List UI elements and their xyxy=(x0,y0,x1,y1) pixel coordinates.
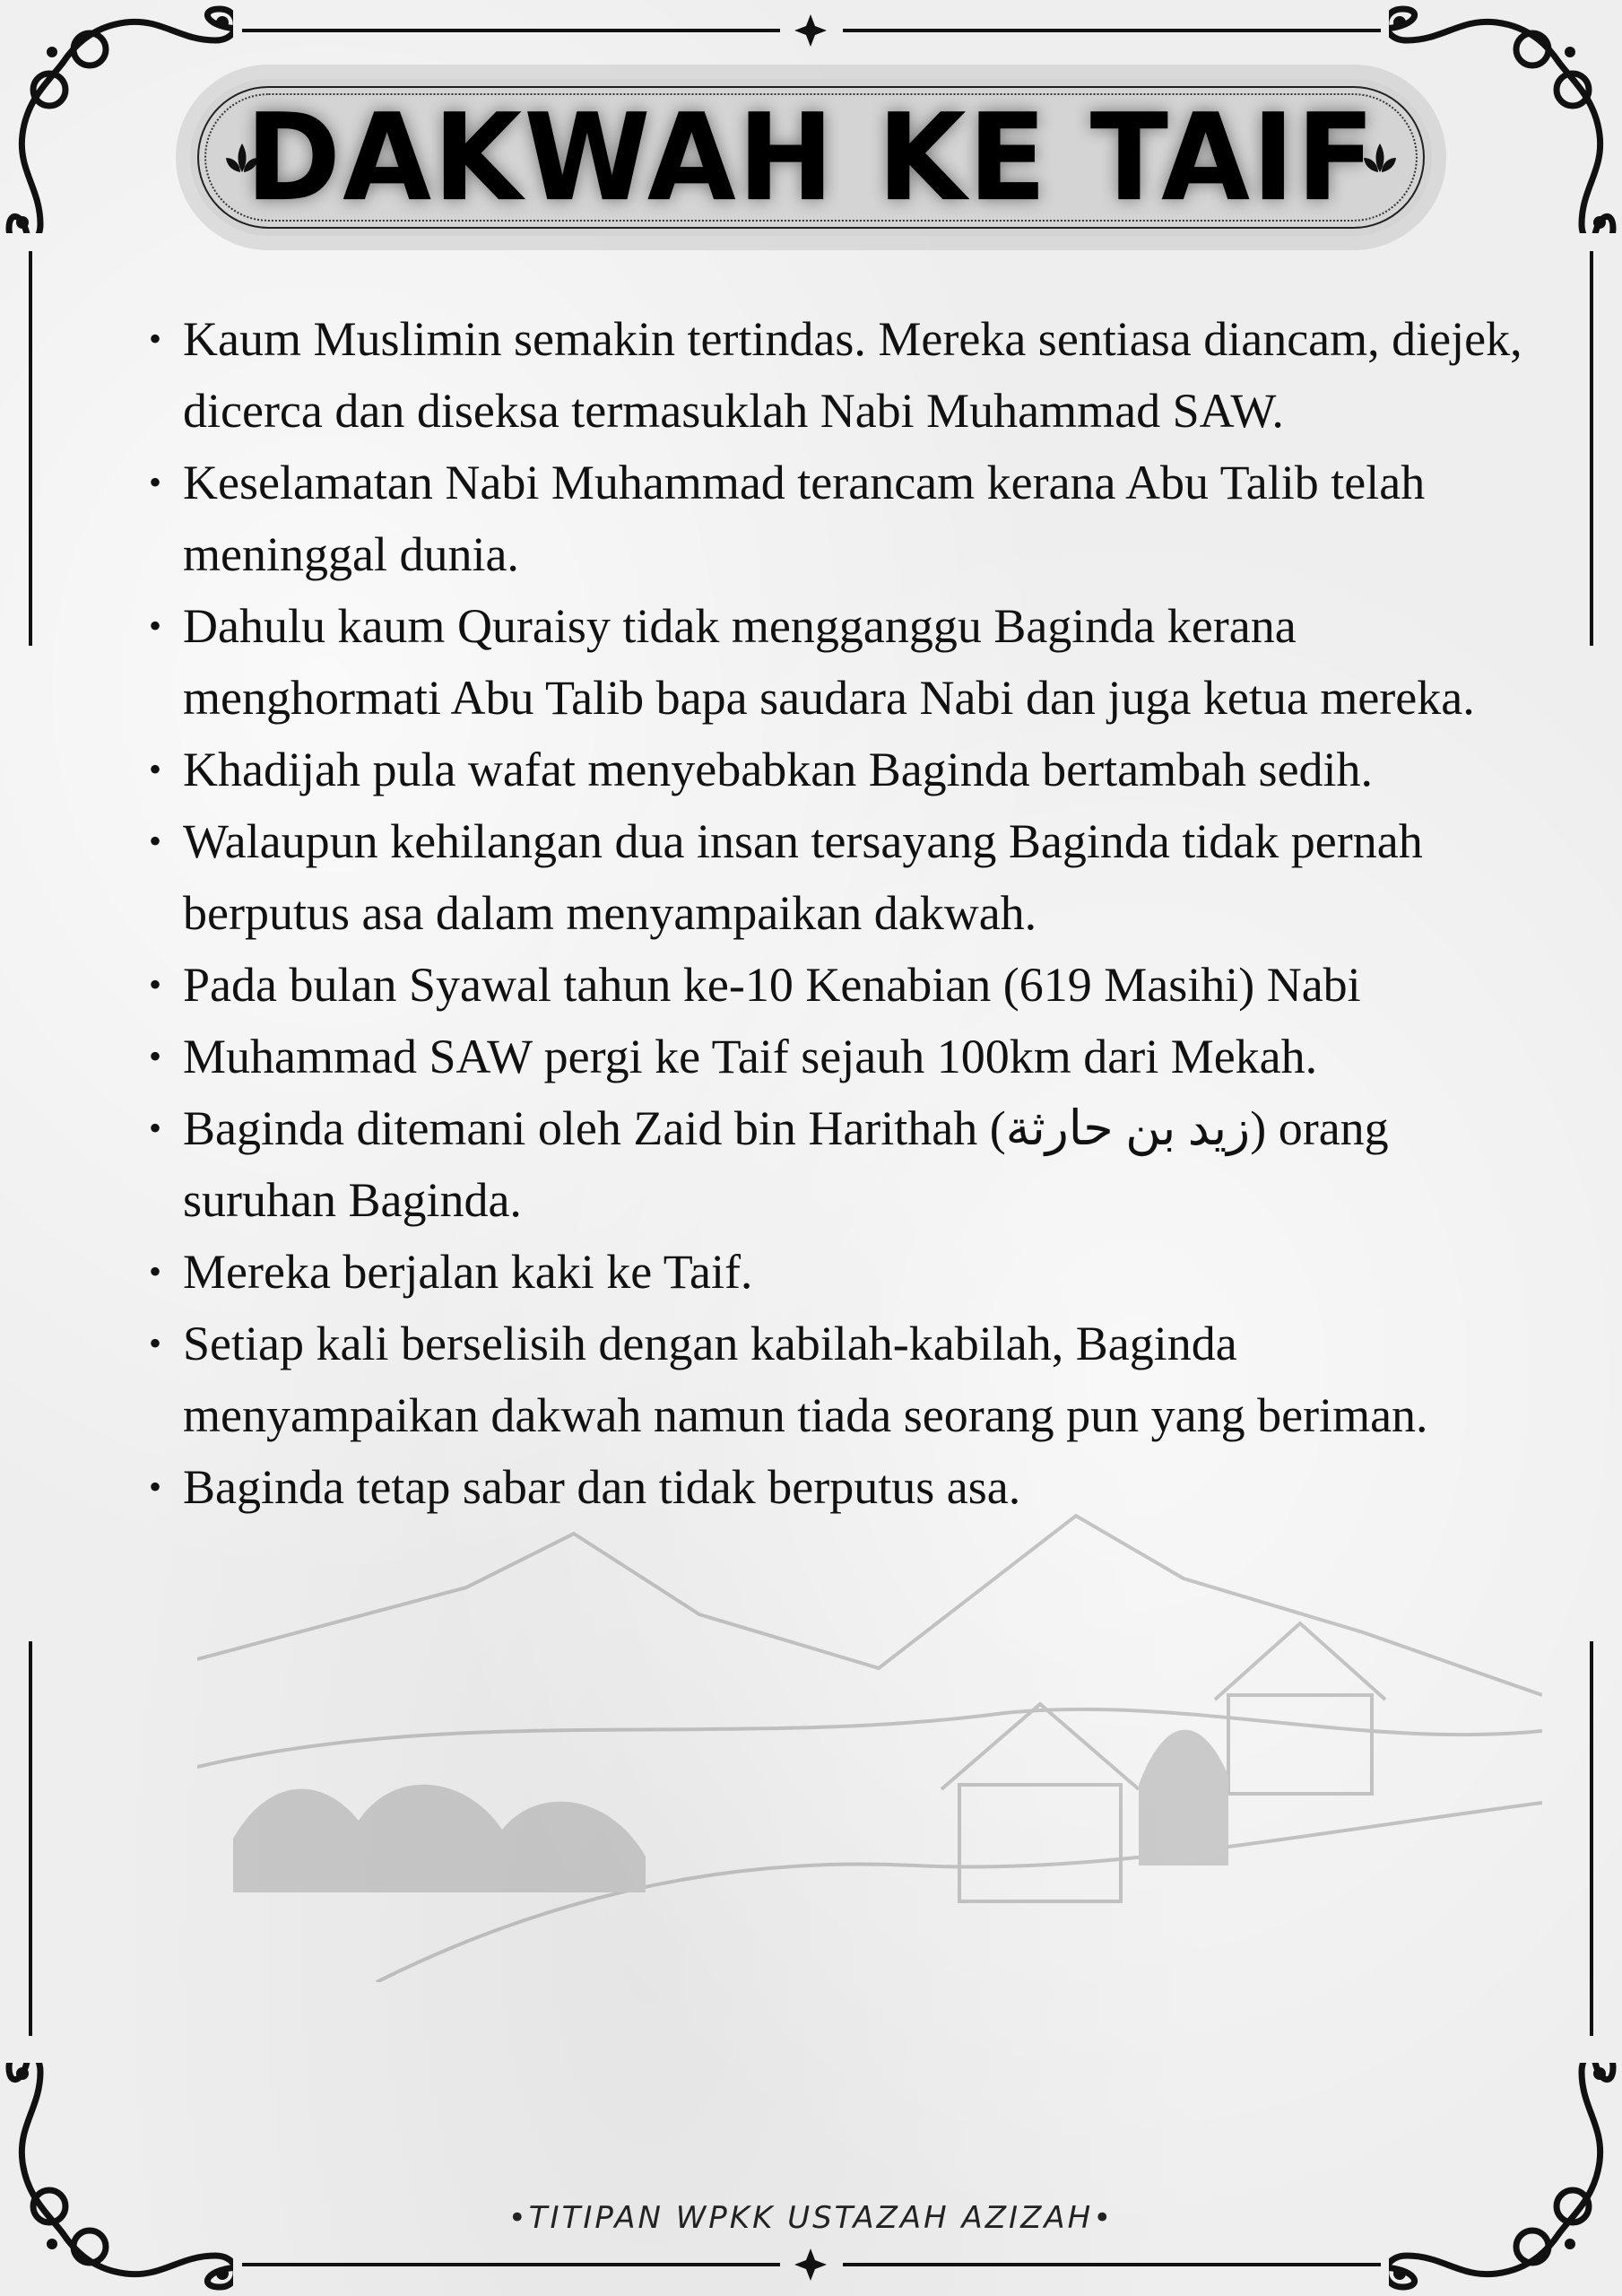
list-item: • Pada bulan Syawal tahun ke-10 Kenabian (619 Masihi) Nabi xyxy=(183,949,1542,1021)
corner-flourish-icon xyxy=(1389,2063,1622,2296)
list-item: • Baginda ditemani oleh Zaid bin Harithah (زيد بن حارثة) orang suruhan Baginda. xyxy=(183,1092,1542,1236)
frame-right-line-bottom xyxy=(1590,1641,1593,2036)
bullet-list xyxy=(143,303,1542,1523)
frame-left-line-top xyxy=(29,251,32,646)
page-title: DAKWAH KE TAIF xyxy=(245,88,1377,229)
frame-top-line-left xyxy=(242,29,780,32)
list-item: • Khadijah pula wafat menyebabkan Baginda bertambah sedih. xyxy=(183,734,1542,805)
cross-ornament-icon xyxy=(793,2247,828,2283)
cross-ornament-icon xyxy=(793,13,828,48)
bullet-list-container xyxy=(143,303,1542,1523)
list-item: • Setiap kali berselisih dengan kabilah-kabilah, Baginda menyampaikan dakwah namun tiada seorang pun yang beriman. xyxy=(183,1308,1542,1451)
frame-left-line-bottom xyxy=(29,1641,32,2036)
list-item: • Muhammad SAW pergi ke Taif sejauh 100km dari Mekah. xyxy=(183,1021,1542,1092)
frame-bottom-line-right xyxy=(843,2263,1381,2266)
title-banner xyxy=(190,79,1432,236)
corner-flourish-icon xyxy=(0,2063,233,2296)
landscape-illustration xyxy=(197,1480,1542,1982)
list-item: • Keselamatan Nabi Muhammad terancam kerana Abu Talib telah meninggal dunia. xyxy=(183,447,1542,590)
frame-top-line-right xyxy=(843,29,1381,32)
frame-bottom-line-left xyxy=(242,2263,780,2266)
list-item: • Dahulu kaum Quraisy tidak mengganggu Baginda kerana menghormati Abu Talib bapa saudara Nabi dan juga ketua mereka. xyxy=(183,590,1542,734)
footer-credit: •TITIPAN WPKK USTAZAH AZIZAH• xyxy=(507,2200,1115,2236)
list-item: • Mereka berjalan kaki ke Taif. xyxy=(183,1236,1542,1308)
list-item: • Walaupun kehilangan dua insan tersayang Baginda tidak pernah berputus asa dalam menyampaikan dakwah. xyxy=(183,805,1542,949)
frame-right-line-top xyxy=(1590,251,1593,646)
list-item: • Baginda tetap sabar dan tidak berputus asa. xyxy=(183,1451,1542,1523)
list-item: • Kaum Muslimin semakin tertindas. Mereka sentiasa diancam, diejek, dicerca dan diseksa termasuklah Nabi Muhammad SAW. xyxy=(183,303,1542,447)
